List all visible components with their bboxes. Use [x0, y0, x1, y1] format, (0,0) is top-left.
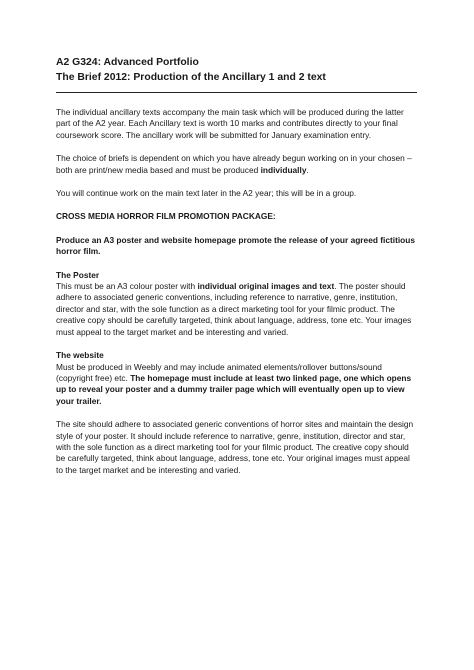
choice-emphasis: individually [260, 164, 307, 175]
website-heading: The website [56, 350, 104, 361]
choice-paragraph [56, 153, 418, 176]
poster-heading: The Poster [56, 269, 100, 280]
choice-text-end: . [306, 164, 309, 175]
poster-paragraph [56, 281, 418, 338]
poster-text-rest: . The poster should adhere to associated generic conventions, including reference to narrative, genre, institution, director and star, with the sole function as a direct marketing tool for your filmic product. The creative copy should be carefully targeted, think about language, address, tone etc. Your images must appeal to the target market and be interesting and varied. [56, 281, 412, 337]
package-instruction: Produce an A3 poster and website homepage promote the release of your agreed fictitious horror film. [56, 234, 416, 257]
website-emphasis: The homepage must include at least two linked page, one which opens up to reveal your poster and a dummy trailer page which will eventually open up to view your trailer. [56, 372, 412, 406]
poster-text: This must be an A3 colour poster with [56, 281, 198, 292]
poster-emphasis: individual original images and text [197, 281, 335, 292]
choice-text: The choice of briefs is dependent on which you have already begun working on in your chosen – both are print/new media based and must be produced [56, 153, 412, 175]
website-text: Must be produced in Weebly and may include animated elements/rollover buttons/sound (copyright free) etc. [56, 361, 382, 383]
title-divider [56, 92, 417, 93]
conventions-paragraph: The site should adhere to associated generic conventions of horror sites and maintain the design style of your poster. It should include reference to narrative, genre, institution, director and star, with the sole function as a direct marketing tool for your filmic product. The creative copy should be carefully targeted, think about language, address, tone etc. Your original images must appeal to the target market and be interesting and varied. [56, 419, 414, 475]
intro-paragraph: The individual ancillary texts accompany the main task which will be produced during the latter part of the A2 year. Each Ancillary text is worth 10 marks and contributes directly to your final coursework score. The ancillary work will be submitted for January examination entry. [56, 107, 404, 140]
website-paragraph [56, 362, 418, 408]
package-heading: CROSS MEDIA HORROR FILM PROMOTION PACKAGE: [56, 211, 276, 222]
continue-paragraph: You will continue work on the main text later in the A2 year; this will be in a group. [56, 188, 357, 199]
document-title-brief: The Brief 2012: Production of the Ancillary 1 and 2 text [56, 72, 326, 83]
document-page [56, 55, 418, 476]
document-title-course: A2 G324: Advanced Portfolio [56, 57, 199, 68]
